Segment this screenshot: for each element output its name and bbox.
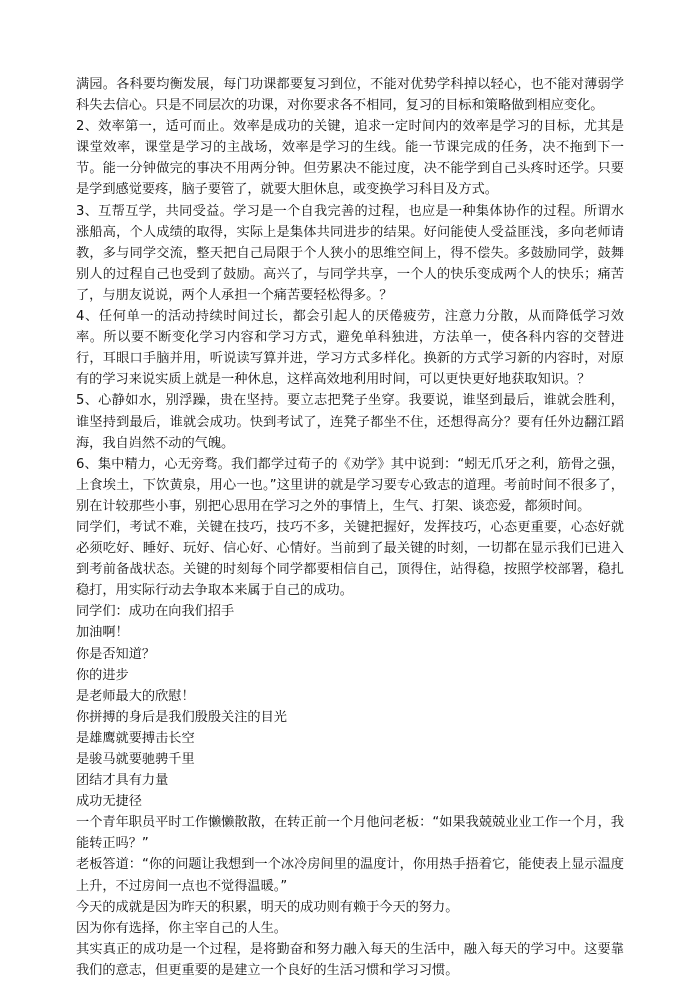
paragraph-exam-technique: 同学们，考试不难，关键在技巧，技巧不多，关键把握好，发挥技巧，心态更重要，心态好就必须吃好、睡好、玩好、信心好、心情好。当前到了最关键的时刻，一切都在显示我们已进入到考前备战状态。关键的时刻每个同学都要相信自己，顶得住，站得稳，按照学校部署，稳扎稳打，用实际行动去争取本来属于自己的成功。 <box>76 519 624 599</box>
motto-line: 是老师最大的欣慰！ <box>76 688 195 704</box>
paragraph-calm-persistence: 5、心静如水，别浮躁，贵在坚持。要立志把凳子坐穿。我要说，谁坚到最后，谁就会胜利，谁坚持到最后，谁就会成功。快到考试了，连凳子都坐不住，还想得高分？要有任外边翻江蹈海，我自岿然不动的气魄。 <box>76 393 624 451</box>
motto-line: 你拼搏的身后是我们殷殷关注的目光 <box>76 709 287 725</box>
paragraph-concentration: 6、集中精力，心无旁骛。我们都学过荀子的《劝学》其中说到：“蚓无爪牙之利，筋骨之强，上食埃土，下饮黄泉，用心一也。”这里讲的就是学习要专心致志的道理。考前时间不很多了，别在计较那些小事，别把心思用在学习之外的事情上，生气、打架、谈恋爱，都须时间。 <box>76 456 624 514</box>
motto-line: 是骏马就要驰骋千里 <box>76 752 195 767</box>
paragraph-employee-story: 一个青年职员平时工作懒懒散散，在转正前一个月他问老板：“如果我兢兢业业工作一个月，我能转正吗？” <box>76 815 624 852</box>
motto-line: 加油啊！ <box>76 625 129 641</box>
motto-line: 团结才具有力量 <box>76 773 169 789</box>
document-page <box>76 74 624 981</box>
paragraph-efficiency-first: 2、效率第一，适可而止。效率是成功的关键，追求一定时间内的效率是学习的目标，尤其是课堂效率，课堂是学习的主战场，效率是学习的生线。能一节课完成的任务，决不拖到下一节。能一分钟做完的事决不用两分钟。但劳累决不能过度，决不能学到自己头疼时还学。只要是学到感觉要疼，脑子要管了，就要大胆休息，或变换学习科目及方式。 <box>76 119 624 198</box>
motto-line: 同学们：成功在向我们招手 <box>76 604 235 620</box>
paragraph-real-success: 其实真正的成功是一个过程，是将勤奋和努力融入每天的生活中，融入每天的学习中。这要靠我们的意志，但更重要的是建立一个良好的生活习惯和学习习惯。 <box>76 941 624 978</box>
paragraph-today-achievement: 今天的成就是因为昨天的积累，明天的成功则有赖于今天的努力。 <box>76 899 459 915</box>
paragraph-mutual-help: 3、互帮互学，共同受益。学习是一个自我完善的过程，也应是一种集体协作的过程。所谓水涨船高，个人成绩的取得，实际上是集体共同进步的结果。好问能使人受益匪浅，多向老师请教，多与同学交流，整天把自己局限于个人狭小的思维空间上，得不偿失。多鼓励同学，鼓舞别人的过程自己也受到了鼓励。高兴了，与同学共享，一个人的快乐变成两个人的快乐；痛苦了，与朋友说说，两个人承担一个痛苦要轻松得多。？ <box>76 203 624 303</box>
paragraph-vary-activities: 4、任何单一的活动持续时间过长，都会引起人的厌倦疲劳，注意力分散，从而降低学习效率。所以要不断变化学习内容和学习方式，避免单科独进，方法单一，使各科内容的交替进行，耳眼口手脑并用，听说读写算并进，学习方式多样化。换新的方式学习新的内容时，对原有的学习来说实质上就是一种休息，这样高效地利用时间，可以更快更好地获取知识。？ <box>76 309 624 388</box>
paragraph-your-choice: 因为你有选择，你主宰自己的人生。 <box>76 920 287 936</box>
motto-line: 你是否知道？ <box>76 646 156 662</box>
paragraph-boss-reply: 老板答道：“你的问题让我想到一个冰冷房间里的温度计，你用热手捂着它，能使表上显示温度上升，不过房间一点也不觉得温暖。” <box>76 857 624 894</box>
paragraph-subject-balance: 满园。各科要均衡发展，每门功课都要复习到位，不能对优势学科掉以轻心，也不能对薄弱学科失去信心。只是不同层次的功课，对你要求各不相同，复习的目标和策略做到相应变化。 <box>76 77 624 114</box>
motto-line: 是雄鹰就要搏击长空 <box>76 730 195 746</box>
motto-line: 成功无捷径 <box>76 794 142 810</box>
motto-line: 你的进步 <box>76 667 129 683</box>
